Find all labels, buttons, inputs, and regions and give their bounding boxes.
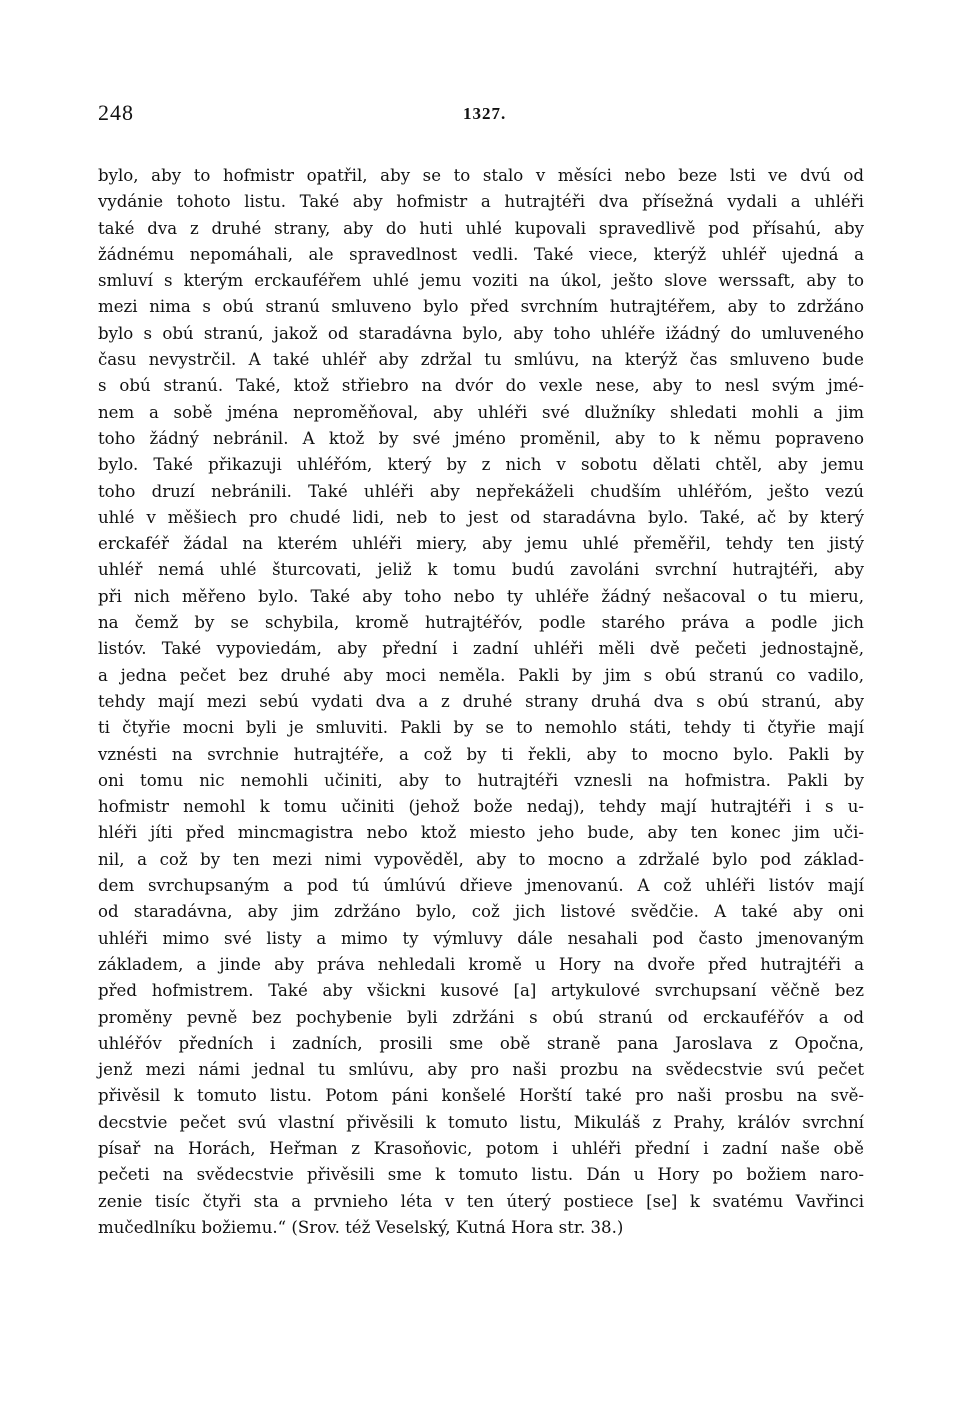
text-line: zenie tisíc čtyři sta a prvnieho léta v ten úterý postiece [se] k svatému Vavřinci <box>98 1191 864 1211</box>
text-line: vydánie tohoto listu. Také aby hofmistr a hutrajtéři dva přísežná vydali a uhléři <box>98 192 864 212</box>
text-line: mezi nima s obú stranú smluveno bylo před svrchním hutrajtéřem, aby to zdržáno <box>98 297 864 317</box>
page-number: 248 <box>98 100 134 125</box>
text-line: na čemž by se schybila, kromě hutrajtéřóv, podle starého práva a podle jich <box>98 613 864 633</box>
text-line: žádnému nepomáhali, ale spravedlnost vedli. Také viece, kterýž uhléř ujedná a <box>98 244 864 264</box>
text-line: při nich měřeno bylo. Také aby toho nebo ty uhléře žádný nešacoval o tu mieru, <box>98 586 864 606</box>
text-line: jenž mezi námi jednal tu smlúvu, aby pro naši prozbu na svědecstvie svú pečet <box>98 1060 864 1080</box>
text-line: bylo. Také přikazuji uhléřóm, který by z nich v sobotu dělati chtěl, aby jemu <box>98 455 864 475</box>
body-text <box>98 163 864 1241</box>
text-line: decstvie pečet svú vlastní přivěsili k tomuto listu, Mikuláš z Prahy, králóv svrchní <box>98 1112 864 1132</box>
text-line: základem, a jinde aby práva nehledali kromě u Hory na dvoře před hutrajtéři a <box>98 954 864 974</box>
text-line: uhléři mimo své listy a mimo ty výmluvy dále nesahali pod často jmenovaným <box>98 928 864 948</box>
text-line: nil, a což by ten mezi nimi vypověděl, aby to mocno a zdržalé bylo pod základ- <box>98 849 864 869</box>
text-line: nem a sobě jména neproměňoval, aby uhléři své dlužníky shledati mohli a jim <box>98 402 864 422</box>
text-line: času nevystrčil. A také uhléř aby zdržal tu smlúvu, na kterýž čas smluveno bude <box>98 350 864 370</box>
text-line: toho žádný nebránil. A ktož by své jméno proměnil, aby to k němu popraveno <box>98 428 864 448</box>
text-line: bylo, aby to hofmistr opatřil, aby se to stalo v měsíci nebo beze lsti ve dvú od <box>98 166 864 185</box>
text-line: mučedlníku božiemu.“ (Srov. též Veselský, Kutná Hora str. 38.) <box>98 1217 624 1237</box>
page-header <box>98 100 868 130</box>
text-line: hofmistr nemohl k tomu učiniti (jehož bože nedaj), tehdy mají hutrajtéři i s u- <box>98 797 864 817</box>
text-line: od staradávna, aby jim zdržáno bylo, což jich listové svědčie. A také aby oni <box>98 902 864 922</box>
text-line: proměny pevně bez pochybenie byli zdržáni s obú stranú od erckauféřóv a od <box>98 1007 864 1027</box>
text-line: písař na Horách, Heřman z Krasoňovic, potom i uhléři přední i zadní naše obě <box>98 1138 864 1158</box>
text-line: také dva z druhé strany, aby do huti uhlé kupovali spravedlivě pod přísahú, aby <box>98 218 864 238</box>
text-line: tehdy mají mezi sebú vydati dva a z druhé strany druhá dva s obú stranú, aby <box>98 691 864 711</box>
text-line: erckaféř žádal na kterém uhléři miery, aby jemu uhlé přeměřil, tehdy ten jistý <box>98 534 864 554</box>
running-title-year: 1327. <box>463 104 507 123</box>
text-line: toho druzí nebránili. Také uhléři aby nepřekáželi chudším uhléřóm, ješto vezú <box>98 481 864 501</box>
text-line: ti čtyřie mocni byli je smluviti. Pakli by se to nemohlo státi, tehdy ti čtyřie mají <box>98 718 864 738</box>
text-line: a jedna pečet bez druhé aby moci neměla. Pakli by jim s obú stranú co vadilo, <box>98 665 864 685</box>
text-line: před hofmistrem. Také aby všickni kusové [a] artykulové svrchupsaní věčně bez <box>98 981 864 1001</box>
text-line: s obú stranú. Také, ktož střiebro na dvór do vexle nese, aby to nesl svým jmé- <box>98 376 864 396</box>
text-line: pečeti na svědecstvie přivěsili sme k tomuto listu. Dán u Hory po božiem naro- <box>98 1165 864 1185</box>
text-line: oni tomu nic nemohli učiniti, aby to hutrajtéři vznesli na hofmistra. Pakli by <box>98 770 864 790</box>
text-line: uhléř nemá uhlé šturcovati, jeliž k tomu budú zavoláni svrchní hutrajtéři, aby <box>98 560 864 580</box>
text-line: vznésti na svrchnie hutrajtéře, a což by ti řekli, aby to mocno bylo. Pakli by <box>98 744 864 764</box>
text-line: smluví s kterým erckauféřem uhlé jemu voziti na úkol, ješto slove werssaft, aby to <box>98 271 864 291</box>
text-line: listóv. Také vypoviedám, aby přední i zadní uhléři měli dvě pečeti jednostajně, <box>98 639 864 659</box>
text-line: dem svrchupsaným a pod tú úmlúvú dřieve jmenovanú. A což uhléři listóv mají <box>98 876 864 896</box>
text-line: hléři jíti před mincmagistra nebo ktož miesto jeho bude, aby ten konec jim uči- <box>98 823 864 843</box>
text-line: uhléřóv předních i zadních, prosili sme obě straně pana Jaroslava z Opočna, <box>98 1033 864 1053</box>
text-line: přivěsil k tomuto listu. Potom páni konšelé Horští také pro naši prosbu na svě- <box>98 1086 864 1106</box>
text-line: bylo s obú stranú, jakož od staradávna bylo, aby toho uhléře ižádný do umluveného <box>98 323 864 343</box>
text-line: uhlé v měšiech pro chudé lidi, neb to jest od staradávna bylo. Také, ač by který <box>98 507 864 527</box>
